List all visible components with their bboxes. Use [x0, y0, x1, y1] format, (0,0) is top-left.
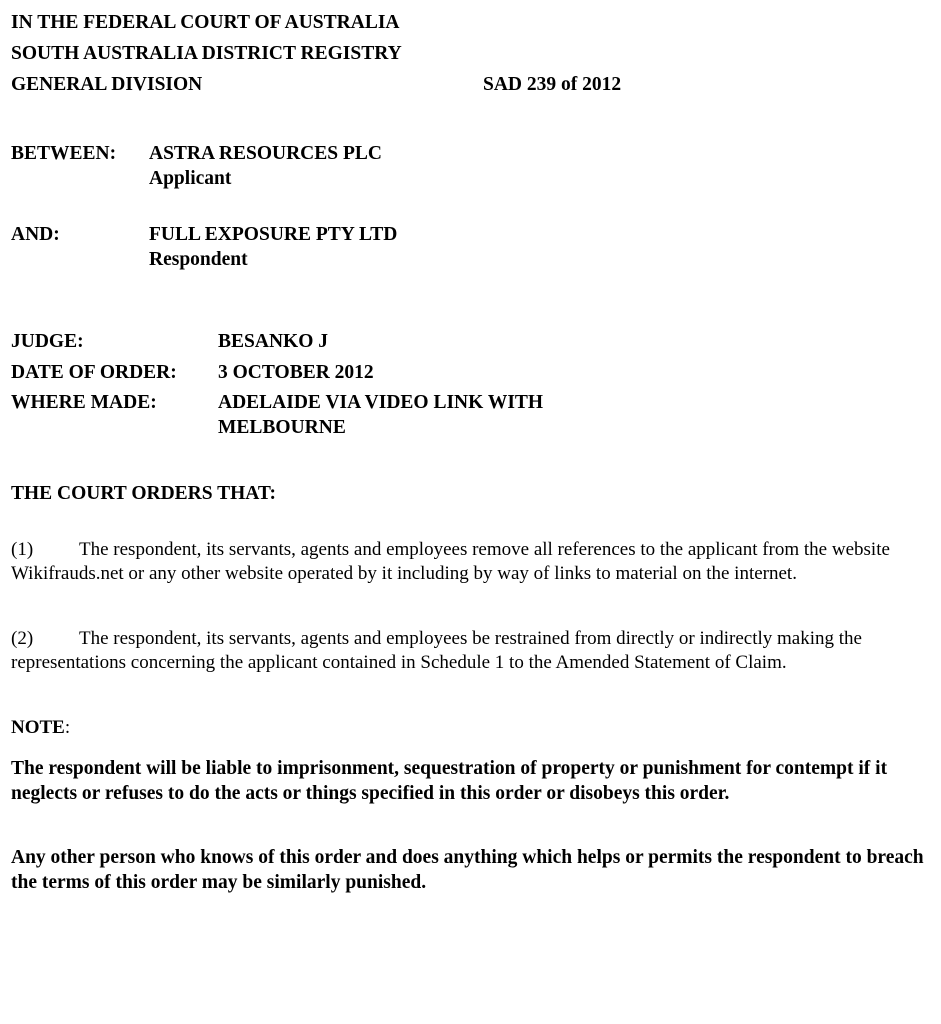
- applicant-name: ASTRA RESOURCES PLC: [149, 143, 382, 164]
- judge-label: JUDGE:: [11, 331, 84, 352]
- date-of-order-value: 3 OCTOBER 2012: [218, 362, 374, 383]
- order-number: (1): [11, 539, 34, 560]
- note-label: NOTE: [11, 717, 65, 738]
- respondent-role: Respondent: [149, 249, 248, 270]
- orders-heading: THE COURT ORDERS THAT:: [11, 483, 276, 504]
- note-colon: :: [64, 717, 71, 738]
- where-made-label: WHERE MADE:: [11, 392, 157, 413]
- note-paragraph-1: The respondent will be liable to imprisonment, sequestration of property or punishment for contempt if it neglects or refuses to do the acts or things specified in this order or disobeys this order.: [11, 758, 888, 804]
- court-name: IN THE FEDERAL COURT OF AUSTRALIA: [11, 12, 400, 33]
- respondent-name: FULL EXPOSURE PTY LTD: [149, 224, 398, 245]
- order-text: The respondent, its servants, agents and employees remove all references to the applicant from the website Wikifrauds.net or any other website operated by it including by way of links to material on the internet.: [11, 539, 890, 584]
- and-label: AND:: [11, 224, 60, 245]
- registry-name: SOUTH AUSTRALIA DISTRICT REGISTRY: [11, 43, 402, 64]
- order-item-2: [11, 627, 937, 674]
- note-paragraph-2: Any other person who knows of this order and does anything which helps or permits the respondent to breach the terms of this order may be similarly punished.: [11, 847, 924, 893]
- order-number: (2): [11, 628, 34, 649]
- division-name: GENERAL DIVISION: [11, 74, 203, 95]
- file-number: SAD 239 of 2012: [483, 74, 622, 95]
- order-text: The respondent, its servants, agents and employees be restrained from directly or indirectly making the representations concerning the applicant contained in Schedule 1 to the Amended Statement of Claim.: [11, 628, 862, 673]
- between-label: BETWEEN:: [11, 143, 117, 164]
- date-of-order-label: DATE OF ORDER:: [11, 362, 177, 383]
- where-made-value-line1: ADELAIDE VIA VIDEO LINK WITH: [218, 392, 544, 413]
- where-made-value-line2: MELBOURNE: [218, 417, 346, 438]
- note-heading: [11, 716, 937, 740]
- order-item-1: [11, 538, 937, 585]
- judge-value: BESANKO J: [218, 331, 328, 352]
- applicant-role: Applicant: [149, 168, 232, 189]
